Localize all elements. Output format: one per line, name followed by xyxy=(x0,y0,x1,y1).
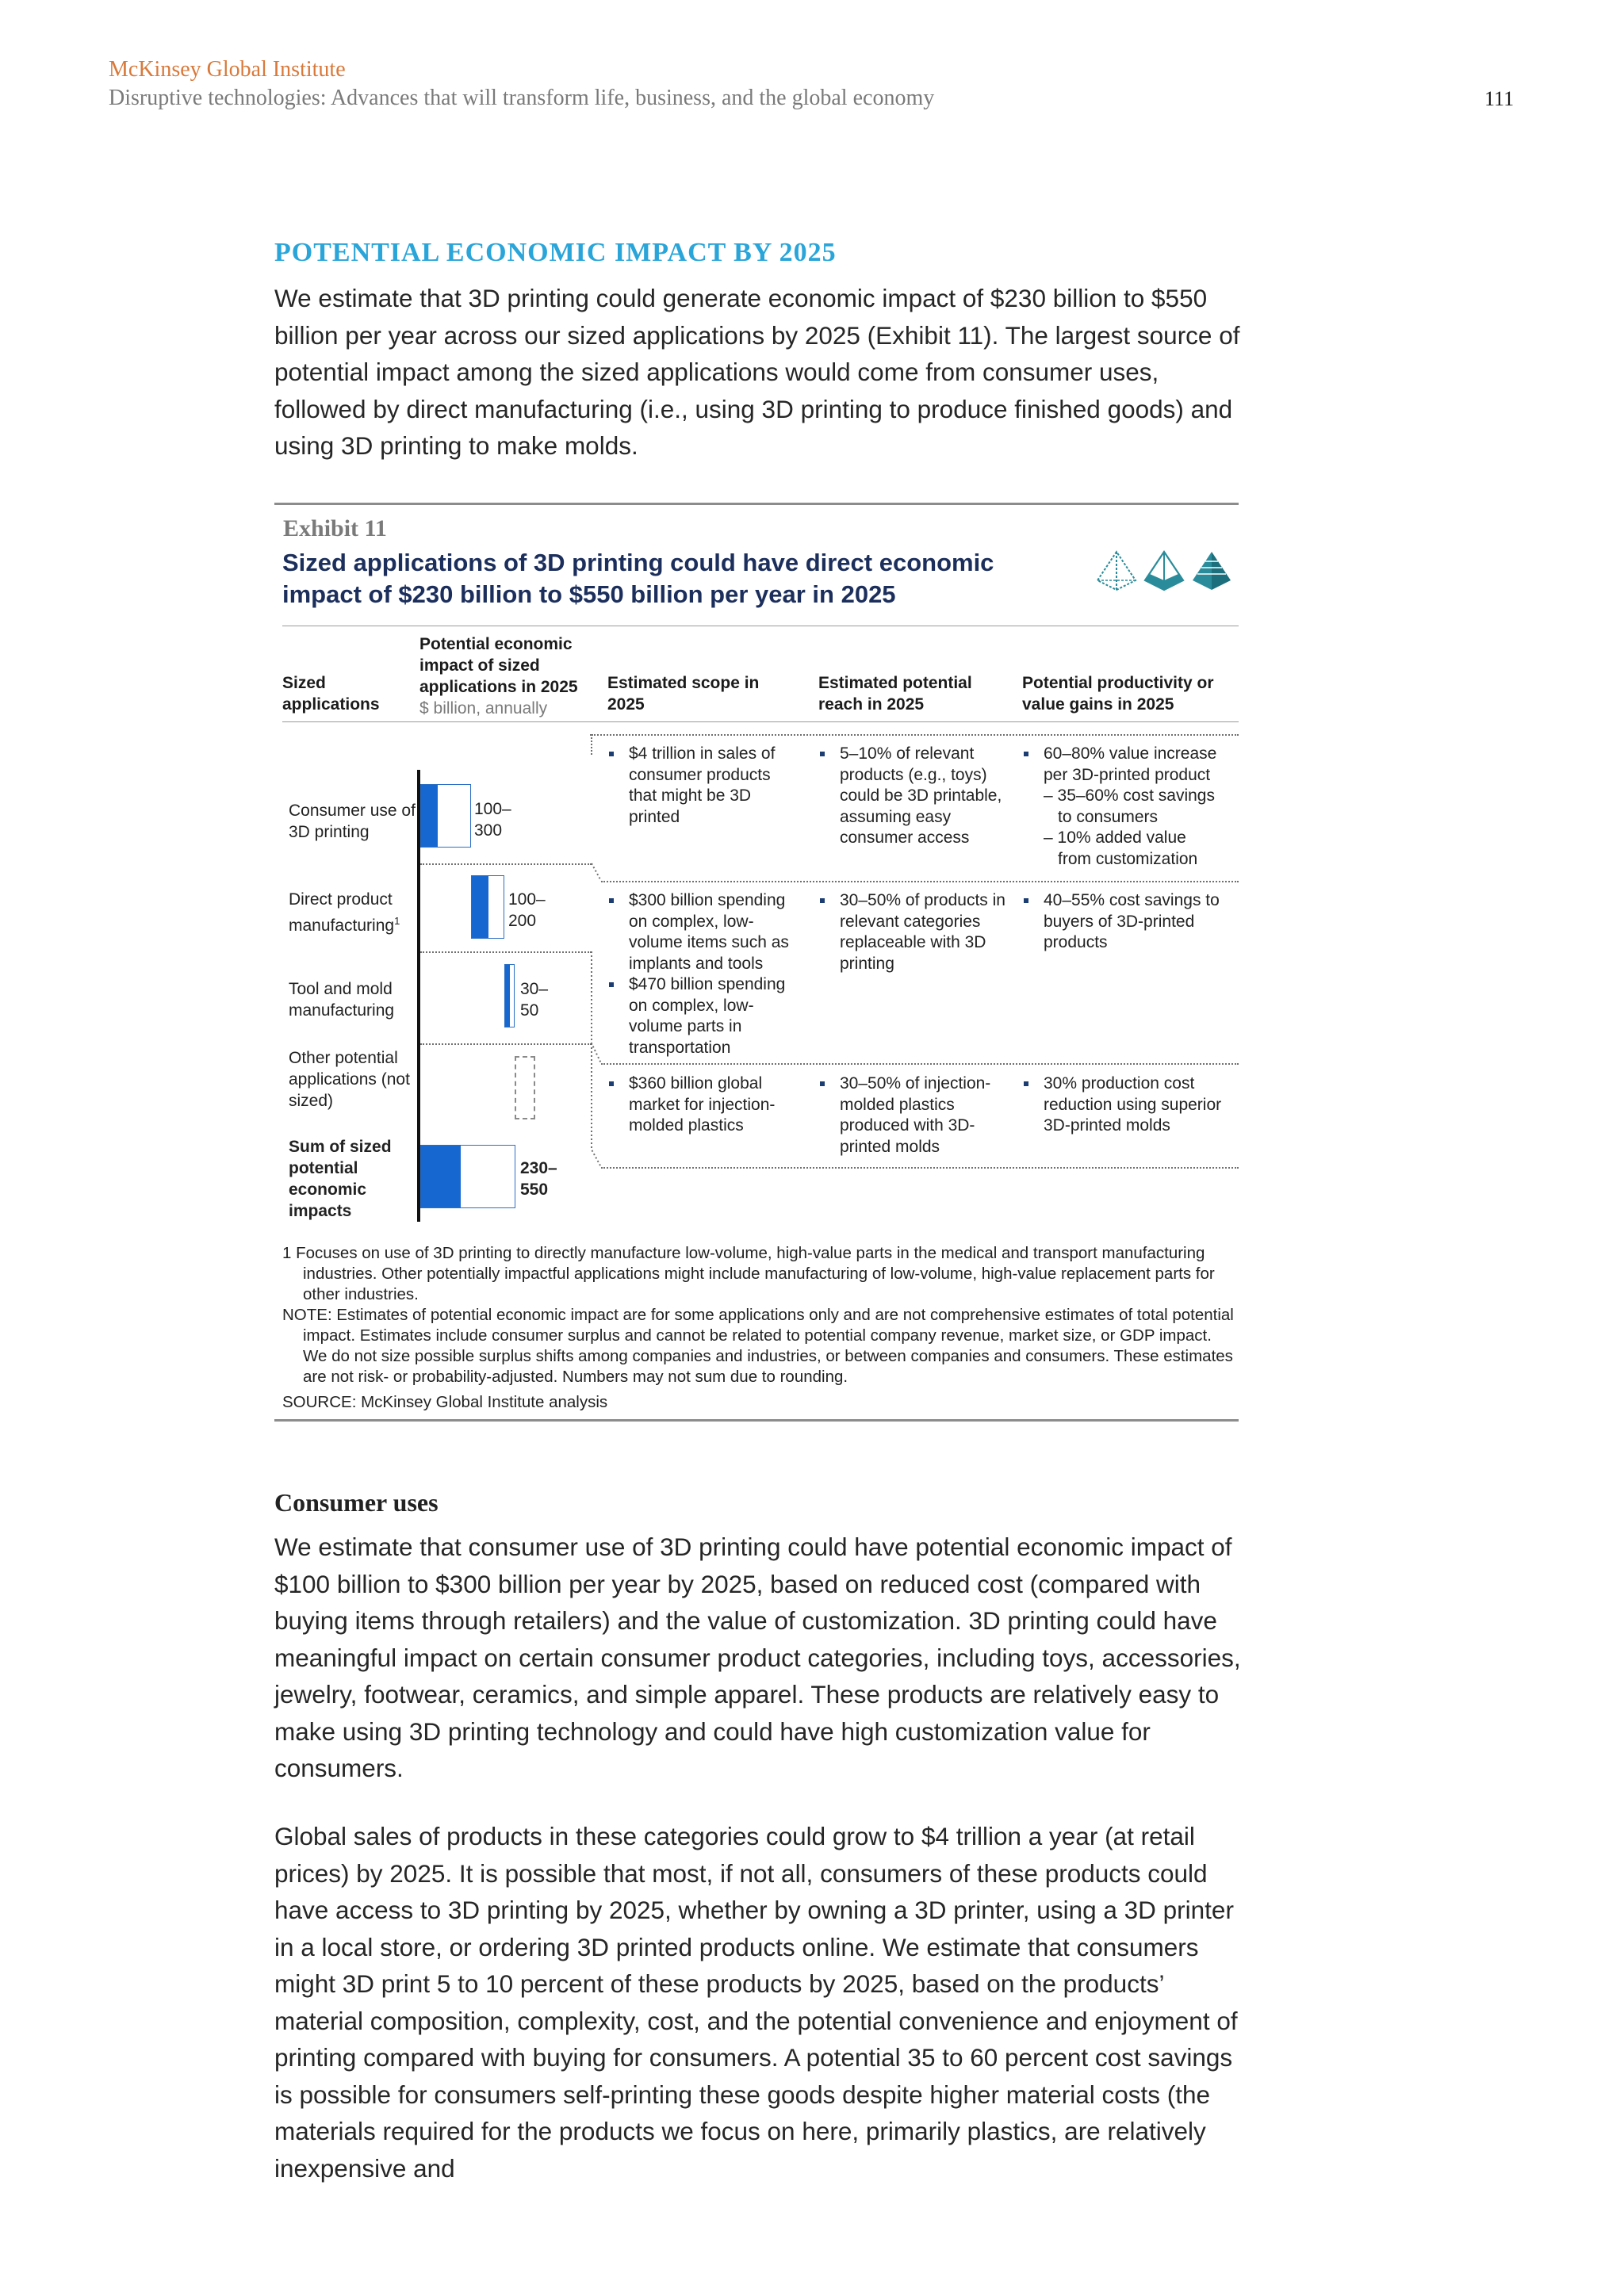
bar-tool-mold xyxy=(504,964,515,1027)
exhibit-notes xyxy=(282,1243,1234,1413)
cell-consumer-gains xyxy=(1022,744,1239,870)
cell-consumer-reach xyxy=(818,744,1017,849)
row-label-direct-text: Direct product manufacturing xyxy=(289,890,395,935)
cell-consumer-scope xyxy=(607,744,798,828)
row-label-consumer: Consumer use of 3D printing xyxy=(289,802,416,841)
report-title: Disruptive technologies: Advances that will transform life, business, and the global economy xyxy=(109,86,935,110)
row-label-other: Other potential applications (not sized) xyxy=(289,1049,410,1110)
cell-direct-gains xyxy=(1022,890,1239,954)
bar-sum xyxy=(420,1145,515,1208)
value-tool-mold: 30– 50 xyxy=(520,980,549,1020)
row-separator xyxy=(601,1063,1239,1065)
sub-item: – 35–60% cost savings xyxy=(1044,786,1215,805)
intro-paragraph: We estimate that 3D printing could generate economic impact of $230 billion to $550 billion per year across our sized applications by 2025 (Exhibit 11). The largest source of potential impact among the sized applications would come from consumer uses, followed by direct manufacturing (i.e., using 3D printing to produce finished goods) and using 3D printing to make molds. xyxy=(274,284,1240,460)
exhibit-top-rule xyxy=(274,503,1239,505)
sub-item: from customization xyxy=(1058,849,1198,868)
pyramid-solid-icon xyxy=(1189,549,1234,593)
bar-other-not-sized xyxy=(515,1056,535,1119)
col-header-impact-label: Potential economic impact of sized applications in 2025 xyxy=(419,635,578,696)
sub-item: to consumers xyxy=(1058,807,1159,826)
exhibit-11 xyxy=(274,503,1239,1422)
footnote-marker: 1 xyxy=(394,915,400,927)
bullet-item: $470 billion spending on complex, low-volume parts in transportation xyxy=(607,974,806,1058)
col-header-impact xyxy=(419,633,594,719)
cell-direct-reach xyxy=(818,890,1017,974)
bar-consumer-low xyxy=(421,785,438,847)
bar-sum-low xyxy=(421,1146,461,1207)
consumer-uses-paragraph-2: Global sales of products in these categories could grow to $4 trillion a year (at retail prices) by 2025. It is possible that most, if not all, consumers of these products could have access to 3D printing by 2025, whether by owning a 3D printer, using a 3D printer in a local store, or ordering 3D printed products online. We estimate that consumers might 3D print 5 to 10 percent of these products by 2025, based on the products’ material composition, complexity, cost, and the potential convenience and enjoyment of printing compared with buying for consumers. A potential 35 to 60 percent cost savings is possible for consumers self-printing these goods despite higher material costs (the materials required for the products we focus on here, primarily plastics, are relatively inexpensive and xyxy=(274,1822,1238,2183)
bullet-item: 60–80% value increase per 3D-printed product xyxy=(1022,744,1239,786)
value-consumer: 100– 300 xyxy=(474,800,511,840)
row-label-tool-mold: Tool and mold manufacturing xyxy=(289,980,395,1020)
bullet-item: 40–55% cost savings to buyers of 3D-printed products xyxy=(1022,890,1239,954)
cell-direct-scope xyxy=(607,890,806,1058)
bullet-item: 30% production cost reduction using superior 3D-printed molds xyxy=(1022,1073,1239,1137)
bullet-item: $360 billion global market for injection-molded plastics xyxy=(607,1073,806,1137)
sub-item: – 10% added value xyxy=(1044,828,1186,847)
consumer-uses-paragraph-1: We estimate that consumer use of 3D printing could have potential economic impact of $100 billion to $300 billion per year by 2025, based on reduced cost (compared with buying items through retailers) and the value of customization. 3D printing could have meaningful impact on certain consumer product categories, including toys, accessories, jewelry, footwear, ceramics, and simple apparel. These products are relatively easy to make using 3D printing technology and could have high customization value for consumers. xyxy=(274,1533,1241,1782)
bullet-item: 5–10% of relevant products (e.g., toys) could be 3D printable, assuming easy consumer access xyxy=(818,744,1017,849)
col-header-impact-unit: $ billion, annually xyxy=(419,699,548,718)
exhibit-note: NOTE: Estimates of potential economic impact are for some applications only and are not comprehensive estimates of total potential impact. Estimates include consumer surplus and cannot be related to potential company revenue, market size, or GDP impact. We do not size possible surplus shifts among companies and industries, or between companies and consumers. These estimates are not risk- or probability-adjusted. Numbers may not sum due to rounding. xyxy=(282,1306,1234,1386)
bar-direct-low xyxy=(472,876,488,938)
pyramid-layered-icon xyxy=(1142,549,1186,593)
cell-tool-scope xyxy=(607,1073,806,1137)
bullet-item: 30–50% of injection-molded plastics produced with 3D-printed molds xyxy=(818,1073,1017,1158)
bullet-item: $300 billion spending on complex, low-volume items such as implants and tools xyxy=(607,890,806,974)
value-sum: 230– 550 xyxy=(520,1159,557,1199)
footnote-1: 1 Focuses on use of 3D printing to directly manufacture low-volume, high-value parts in the medical and transport manufacturing industries. Other potentially impactful applications might include manufacturing of low-volume, high-value replacement parts for other industries. xyxy=(282,1244,1215,1303)
bar-tool-mold-low xyxy=(505,965,510,1027)
subsection-heading: Consumer uses xyxy=(274,1488,439,1517)
cell-tool-reach xyxy=(818,1073,1017,1158)
exhibit-source: SOURCE: McKinsey Global Institute analysis xyxy=(282,1393,608,1411)
row-separator xyxy=(601,881,1239,882)
pyramid-wireframe-icon xyxy=(1094,549,1139,593)
bar-direct xyxy=(471,875,504,939)
col-header-applications: Sized applications xyxy=(282,674,380,714)
exhibit-title: Sized applications of 3D printing could have direct economic impact of $230 billion to $550 billion per year in 2025 xyxy=(282,549,994,608)
row-label-direct xyxy=(289,889,416,936)
col-header-gains: Potential productivity or value gains in 2025 xyxy=(1022,674,1214,714)
section-heading: POTENTIAL ECONOMIC IMPACT BY 2025 xyxy=(274,238,837,267)
exhibit-label: Exhibit 11 xyxy=(283,515,387,541)
row-label-sum: Sum of sized potential economic impacts xyxy=(289,1138,392,1220)
col-header-scope: Estimated scope in 2025 xyxy=(607,674,760,714)
exhibit-bottom-rule xyxy=(274,1419,1239,1422)
page-number: 111 xyxy=(1484,87,1515,110)
bar-consumer xyxy=(420,784,471,848)
value-direct: 100– 200 xyxy=(508,890,546,930)
cell-tool-gains xyxy=(1022,1073,1239,1137)
bullet-item: $4 trillion in sales of consumer products that might be 3D printed xyxy=(607,744,798,828)
row-separator xyxy=(592,734,1239,736)
bullet-item: 30–50% of products in relevant categories replaceable with 3D printing xyxy=(818,890,1017,974)
col-header-reach: Estimated potential reach in 2025 xyxy=(818,674,972,714)
publisher-name: McKinsey Global Institute xyxy=(109,57,346,82)
row-separator xyxy=(601,1167,1239,1169)
